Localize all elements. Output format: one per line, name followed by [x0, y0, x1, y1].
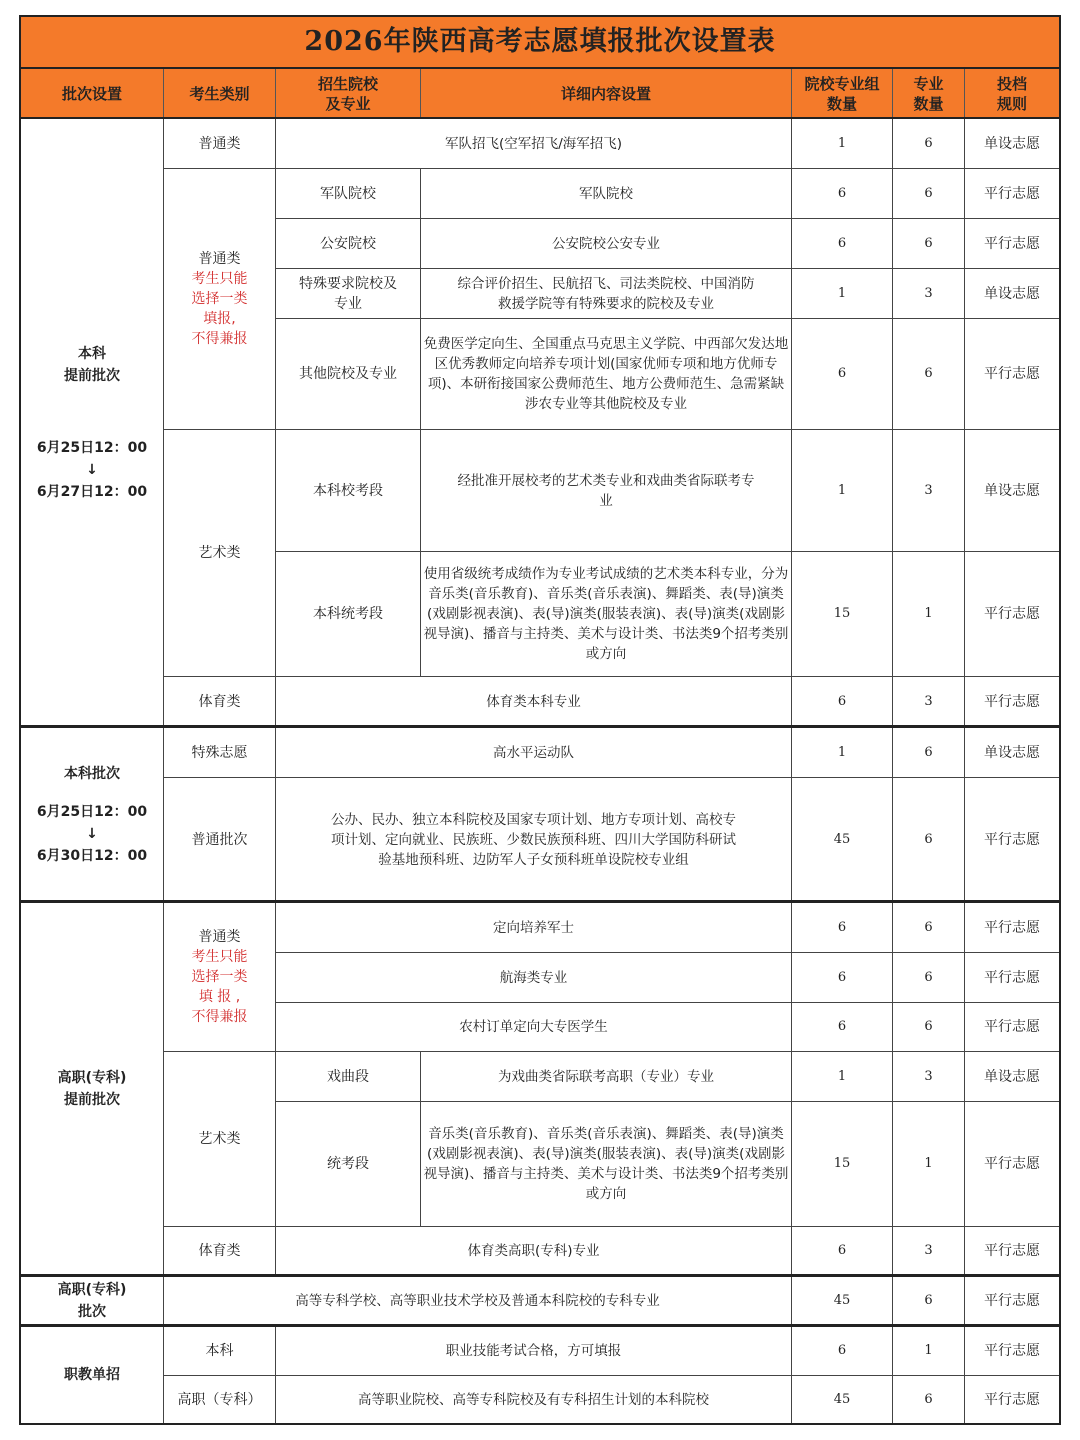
majors-cell: 1 — [893, 552, 965, 677]
batch-bachelor-early-dates: 6月25日12：00 ↓ 6月27日12：00 — [36, 439, 148, 500]
rule-cell: 单设志愿 — [965, 1052, 1059, 1102]
table-title: 2026年陕西高考志愿填报批次设置表 — [21, 17, 1059, 69]
groups-cell: 1 — [792, 728, 893, 778]
majors-cell: 6 — [893, 1003, 965, 1052]
category-regular-batch: 普通批次 — [164, 778, 276, 902]
groups-cell: 45 — [792, 1376, 893, 1423]
detail-cell: 军队招飞(空军招飞/海军招飞) — [276, 119, 792, 169]
majors-cell: 3 — [893, 1227, 965, 1276]
groups-cell: 1 — [792, 1052, 893, 1102]
rule-cell: 平行志愿 — [965, 552, 1059, 677]
detail-cell: 经批准开展校考的艺术类专业和戏曲类省际联考专业 — [421, 430, 792, 552]
batch-settings-table — [19, 15, 1061, 1425]
batch-bachelor-early: 本科 提前批次 6月25日12：00 ↓ 6月27日12：00 — [21, 119, 164, 727]
groups-cell: 6 — [792, 903, 893, 953]
groups-cell: 6 — [792, 1003, 893, 1052]
majors-cell: 3 — [893, 430, 965, 552]
majors-cell: 3 — [893, 1052, 965, 1102]
groups-cell: 6 — [792, 953, 893, 1003]
majors-cell: 6 — [893, 119, 965, 169]
school-cell: 本科校考段 — [276, 430, 421, 552]
majors-cell: 6 — [893, 728, 965, 778]
header-category: 考生类别 — [164, 69, 276, 119]
rule-cell: 平行志愿 — [965, 1102, 1059, 1227]
category-sports: 体育类 — [164, 677, 276, 727]
majors-cell: 6 — [893, 319, 965, 430]
rule-cell: 平行志愿 — [965, 1227, 1059, 1276]
exclusive-note: 考生只能 — [191, 271, 248, 287]
majors-cell: 6 — [893, 169, 965, 219]
detail-cell: 使用省级统考成绩作为专业考试成绩的艺术类本科专业，分为音乐类(音乐教育)、音乐类(音乐表演)、舞蹈类、表(导)演类(戏剧影视表演)、表(导)演类(服装表演)、表(导)演类(戏剧影视导演)、播音与主持类、美术与设计类、书法类9个招考类别或方向 — [421, 552, 792, 677]
school-cell: 军队院校 — [276, 169, 421, 219]
rule-cell: 单设志愿 — [965, 430, 1059, 552]
majors-cell: 3 — [893, 269, 965, 319]
rule-cell: 单设志愿 — [965, 269, 1059, 319]
batch-vocational-single: 职教单招 — [21, 1327, 164, 1423]
rule-cell: 平行志愿 — [965, 219, 1059, 269]
rule-cell: 平行志愿 — [965, 169, 1059, 219]
groups-cell: 15 — [792, 1102, 893, 1227]
header-detail: 详细内容设置 — [421, 69, 792, 119]
majors-cell: 6 — [893, 953, 965, 1003]
groups-cell: 1 — [792, 119, 893, 169]
detail-cell: 职业技能考试合格，方可填报 — [276, 1327, 792, 1376]
detail-cell: 公安院校公安专业 — [421, 219, 792, 269]
groups-cell: 6 — [792, 1327, 893, 1376]
groups-cell: 1 — [792, 430, 893, 552]
exclusive-note: 考生只能 — [191, 949, 248, 965]
majors-cell: 6 — [893, 1376, 965, 1423]
header-batch: 批次设置 — [21, 69, 164, 119]
detail-cell: 定向培养军士 — [276, 903, 792, 953]
rule-cell: 单设志愿 — [965, 119, 1059, 169]
detail-cell: 免费医学定向生、全国重点马克思主义学院、中西部欠发达地区优秀教师定向培养专项计划(国家优师专项和地方优师专项)、本研衔接国家公费师范生、地方公费师范生、急需紧缺涉农专业等其他院校及专业 — [421, 319, 792, 430]
rule-cell: 平行志愿 — [965, 1277, 1059, 1326]
majors-cell: 6 — [893, 1277, 965, 1326]
groups-cell: 6 — [792, 677, 893, 727]
detail-cell: 体育类高职(专科)专业 — [276, 1227, 792, 1276]
detail-cell: 高等专科学校、高等职业技术学校及普通本科院校的专科专业 — [164, 1277, 792, 1326]
batch-bachelor: 本科批次 6月25日12：00 ↓ 6月30日12：00 — [21, 728, 164, 902]
rule-cell: 平行志愿 — [965, 677, 1059, 727]
header-school: 招生院校 及专业 — [276, 69, 421, 119]
category-vocational: 高职（专科） — [164, 1376, 276, 1423]
groups-cell: 6 — [792, 1227, 893, 1276]
batch-bachelor-dates: 6月25日12：00 ↓ 6月30日12：00 — [36, 803, 148, 864]
category-art: 艺术类 — [164, 1052, 276, 1227]
rule-cell: 平行志愿 — [965, 319, 1059, 430]
rule-cell: 平行志愿 — [965, 953, 1059, 1003]
category-special: 特殊志愿 — [164, 728, 276, 778]
header-majors: 专业 数量 — [893, 69, 965, 119]
rule-cell: 平行志愿 — [965, 1376, 1059, 1423]
school-cell: 本科统考段 — [276, 552, 421, 677]
header-rule: 投档 规则 — [965, 69, 1059, 119]
school-cell: 其他院校及专业 — [276, 319, 421, 430]
majors-cell: 1 — [893, 1327, 965, 1376]
majors-cell: 6 — [893, 778, 965, 902]
school-cell: 戏曲段 — [276, 1052, 421, 1102]
groups-cell: 45 — [792, 1277, 893, 1326]
category-art: 艺术类 — [164, 430, 276, 677]
category-sports: 体育类 — [164, 1227, 276, 1276]
detail-cell: 音乐类(音乐教育)、音乐类(音乐表演)、舞蹈类、表(导)演类(戏剧影视表演)、表(导)演类(服装表演)、表(导)演类(戏剧影视导演)、播音与主持类、美术与设计类、书法类9个招考类别或方向 — [421, 1102, 792, 1227]
groups-cell: 6 — [792, 219, 893, 269]
category-putong: 普通类 — [164, 119, 276, 169]
detail-cell: 体育类本科专业 — [276, 677, 792, 727]
majors-cell: 6 — [893, 903, 965, 953]
rule-cell: 平行志愿 — [965, 1327, 1059, 1376]
detail-cell: 军队院校 — [421, 169, 792, 219]
category-putong-exclusive: 普通类 考生只能 选择一类 填 报 , 不得兼报 — [164, 903, 276, 1052]
header-groups: 院校专业组 数量 — [792, 69, 893, 119]
groups-cell: 6 — [792, 319, 893, 430]
category-bachelor: 本科 — [164, 1327, 276, 1376]
rule-cell: 单设志愿 — [965, 728, 1059, 778]
rule-cell: 平行志愿 — [965, 1003, 1059, 1052]
groups-cell: 15 — [792, 552, 893, 677]
majors-cell: 1 — [893, 1102, 965, 1227]
school-cell: 统考段 — [276, 1102, 421, 1227]
school-cell: 特殊要求院校及专业 — [276, 269, 421, 319]
groups-cell: 6 — [792, 169, 893, 219]
detail-cell: 综合评价招生、民航招飞、司法类院校、中国消防救援学院等有特殊要求的院校及专业 — [421, 269, 792, 319]
detail-cell: 高水平运动队 — [276, 728, 792, 778]
batch-vocational-early: 高职(专科) 提前批次 — [21, 903, 164, 1276]
rule-cell: 平行志愿 — [965, 903, 1059, 953]
batch-vocational: 高职(专科) 批次 — [21, 1277, 164, 1326]
detail-cell: 农村订单定向大专医学生 — [276, 1003, 792, 1052]
majors-cell: 6 — [893, 219, 965, 269]
rule-cell: 平行志愿 — [965, 778, 1059, 902]
majors-cell: 3 — [893, 677, 965, 727]
category-putong-exclusive: 普通类 考生只能 选择一类 填报, 不得兼报 — [164, 169, 276, 430]
groups-cell: 45 — [792, 778, 893, 902]
groups-cell: 1 — [792, 269, 893, 319]
school-cell: 公安院校 — [276, 219, 421, 269]
detail-cell: 航海类专业 — [276, 953, 792, 1003]
detail-cell: 为戏曲类省际联考高职（专业）专业 — [421, 1052, 792, 1102]
detail-cell: 公办、民办、独立本科院校及国家专项计划、地方专项计划、高校专项计划、定向就业、民族班、少数民族预科班、四川大学国防科研试验基地预科班、边防军人子女预科班单设院校专业组 — [276, 778, 792, 902]
detail-cell: 高等职业院校、高等专科院校及有专科招生计划的本科院校 — [276, 1376, 792, 1423]
